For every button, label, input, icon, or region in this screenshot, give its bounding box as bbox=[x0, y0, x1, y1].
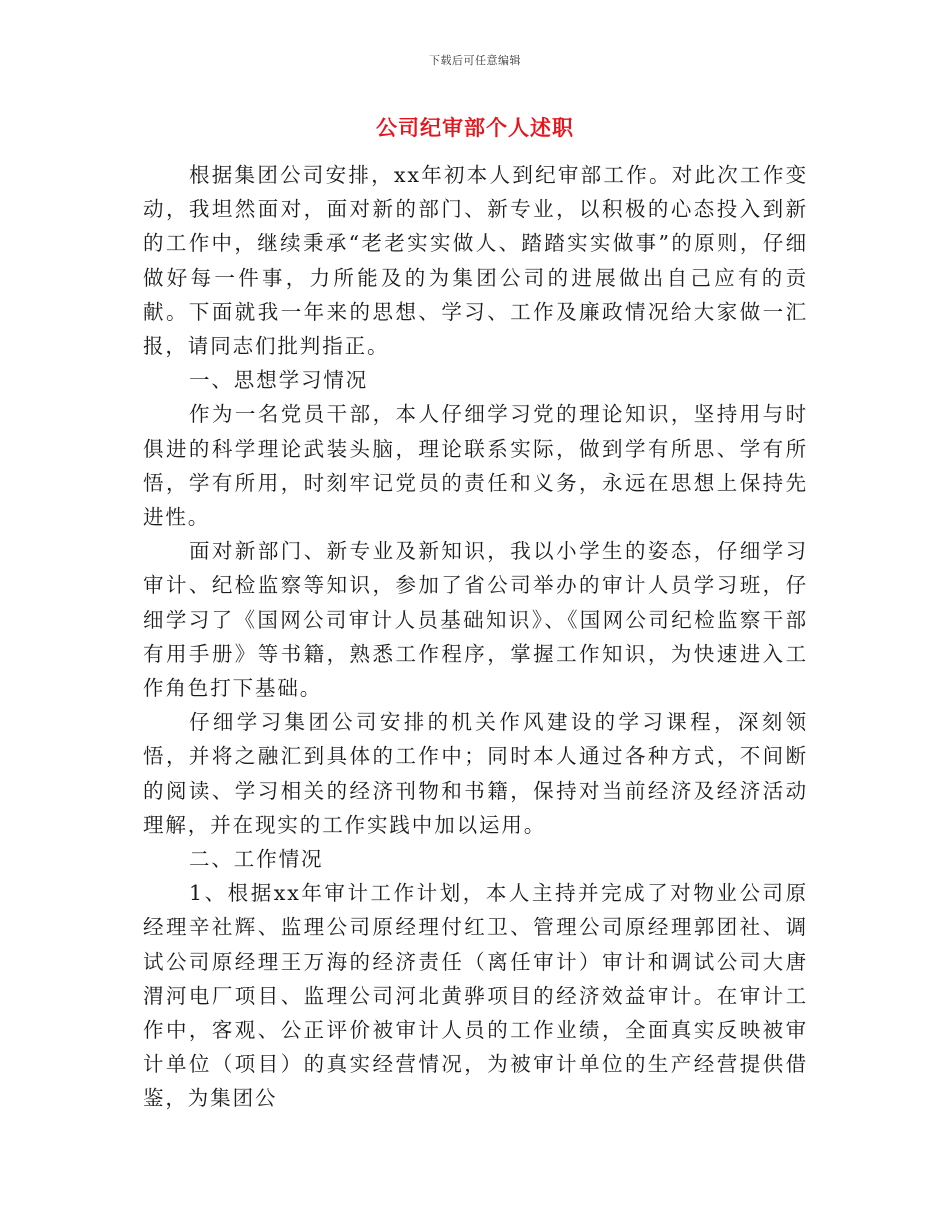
section-heading-work: 二、工作情况 bbox=[189, 847, 324, 872]
document-title: 公司纪审部个人述职 bbox=[376, 115, 574, 140]
paragraph-intro: 根据集团公司安排，xx年初本人到纪审部工作。对此次工作变动，我坦然面对，面对新的部门、新专业，以积极的心态投入到新的工作中，继续秉承“老老实实做人、踏踏实实做事”的原则，仔细做好每一件事，力所能及的为集团公司的进展做出自己应有的贡献。下面就我一年来的思想、学习、工作及廉政情况给大家做一汇报，请同志们批判指正。 bbox=[143, 163, 808, 359]
paragraph-audit-plan: 1、根据xx年审计工作计划，本人主持并完成了对物业公司原经理辛社辉、监理公司原经理付红卫、管理公司原经理郭团社、调试公司原经理王万海的经济责任（离任审计）审计和调试公司大唐渭河电厂项目、监理公司河北黄骅项目的经济效益审计。在审计工作中，客观、公正评价被审计人员的工作业绩，全面真实反映被审计单位（项目）的真实经营情况，为被审计单位的生产经营提供借鉴，为集团公 bbox=[143, 881, 808, 1111]
paragraph-party-theory: 作为一名党员干部，本人仔细学习党的理论知识，坚持用与时俱进的科学理论武装头脑，理论联系实际，做到学有所思、学有所悟，学有所用，时刻牢记党员的责任和义务，永远在思想上保持先进性。 bbox=[143, 402, 808, 530]
paragraph-work-style: 仔细学习集团公司安排的机关作风建设的学习课程，深刻领悟，并将之融汇到具体的工作中；同时本人通过各种方式，不间断的阅读、学习相关的经济刊物和书籍，保持对当前经济及经济活动理解，并在现实的工作实践中加以运用。 bbox=[143, 710, 808, 837]
section-heading-thought-study: 一、思想学习情况 bbox=[189, 368, 369, 393]
header-note: 下载后可任意编辑 bbox=[429, 54, 521, 67]
document-body bbox=[143, 158, 808, 1116]
paragraph-new-knowledge: 面对新部门、新专业及新知识，我以小学生的姿态，仔细学习审计、纪检监察等知识，参加了省公司举办的审计人员学习班，仔细学习了《国网公司审计人员基础知识》、《国网公司纪检监察干部有用手册》等书籍，熟悉工作程序，掌握工作知识，为快速进入工作角色打下基础。 bbox=[143, 539, 808, 701]
